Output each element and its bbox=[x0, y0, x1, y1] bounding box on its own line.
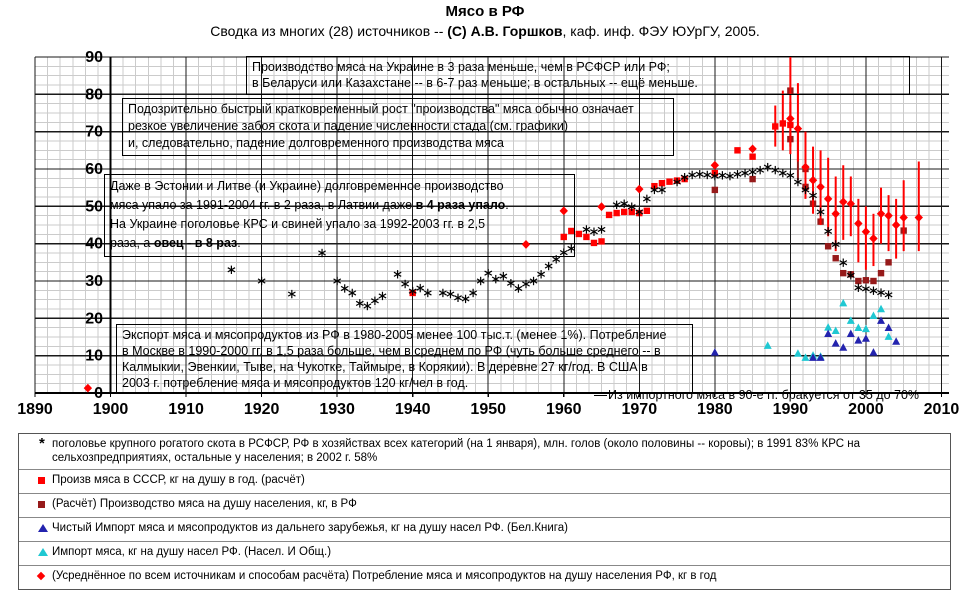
svg-text:30: 30 bbox=[85, 273, 103, 290]
svg-text:1920: 1920 bbox=[243, 401, 280, 418]
svg-text:10: 10 bbox=[85, 347, 103, 365]
legend-item-label: (Усреднённое по всем источникам и способам расчёта) Потребление мяса и мясопродуктов на душу населения РФ, кг в год bbox=[52, 570, 717, 582]
annotation-box-export-consumption bbox=[116, 324, 693, 394]
annotation-line: в Москве в 1990-2000 гг. в 1,5 раза больше, чем в среднем по РФ (чуть больше среднего -- в bbox=[122, 344, 661, 358]
annotation-text: мяса упало за 1991-2004 гг. в 2 раза, в Латвии даже bbox=[110, 198, 416, 212]
annotation-line: На Украине поголовье КРС и свиней упало за 1992-2003 гг. в 2,5 bbox=[110, 217, 486, 231]
cyan-triangle-marker-icon bbox=[38, 548, 48, 556]
legend-item-label: Произв мяса в СССР, кг на душу в год. (расчёт) bbox=[52, 474, 305, 486]
annotation-line bbox=[110, 234, 569, 253]
svg-text:2000: 2000 bbox=[848, 401, 884, 418]
annotation-line: 2003 г. потребление мяса и мясопродуктов 120 кг/чел в год. bbox=[122, 376, 469, 390]
svg-text:20: 20 bbox=[85, 310, 103, 328]
legend-item-label: Импорт мяса, кг на душу насел РФ. (Насел. И Общ.) bbox=[52, 546, 332, 558]
svg-text:60: 60 bbox=[85, 161, 103, 178]
svg-text:50: 50 bbox=[85, 198, 103, 216]
annotation-text: . bbox=[505, 198, 509, 212]
annotation-line: Производство мяса на Украине в 3 раза меньше, чем в РСФСР или РФ; bbox=[252, 60, 670, 74]
annotation-line: Экспорт мяса и мясопродуктов из РФ в 1980-2005 менее 100 тыс.т. (менее 1%). Потребление bbox=[122, 328, 667, 342]
annotation-line: Калмыкии, Эвенкии, Тыве, на Чукотке, Таймыре, в Корякии). В деревне 27 кг/год. В США в bbox=[122, 360, 648, 374]
svg-text:0: 0 bbox=[94, 385, 103, 402]
chart-legend bbox=[18, 433, 951, 590]
annotation-line bbox=[110, 196, 569, 215]
blue-triangle-marker-icon bbox=[38, 524, 48, 532]
legend-item-consumption bbox=[19, 565, 950, 589]
annotation-bold-text: овец - в 8 раз bbox=[153, 236, 238, 250]
annotation-bold-text: в 4 раза упало bbox=[415, 198, 506, 212]
annotation-box-baltics bbox=[104, 174, 575, 257]
annotation-box-ukraine-production bbox=[246, 56, 910, 95]
annotation-box-fast-growth bbox=[122, 98, 674, 156]
svg-text:70: 70 bbox=[85, 123, 103, 141]
page-title: Мясо в РФ bbox=[445, 3, 525, 20]
import-rejection-note bbox=[594, 388, 919, 402]
annotation-line: в Беларуси или Казахстане -- в 6-7 раз меньше; в остальных -- ещё меньше. bbox=[252, 76, 698, 90]
annotation-text: . bbox=[237, 236, 241, 250]
svg-text:80: 80 bbox=[85, 86, 103, 104]
page-subtitle bbox=[0, 23, 970, 39]
svg-text:1940: 1940 bbox=[394, 401, 431, 418]
svg-text:1960: 1960 bbox=[545, 401, 582, 418]
red-square-marker-icon bbox=[38, 477, 45, 484]
legend-item-ussr-production bbox=[19, 469, 950, 493]
subtitle-text: Сводка из многих (28) источников -- bbox=[210, 23, 448, 39]
annotation-line: и, следовательно, падение долговременного производства мяса bbox=[128, 136, 504, 150]
legend-item-label: поголовье крупного рогатого скота в РСФСР, РФ в хозяйствах всех категорий (на 1 января), млн. голов (около половины -- коровы); в 1991 83% КРС на сельхозпредприятиях, остальные у населения; в 2002 г. 58% bbox=[52, 438, 860, 464]
svg-text:2010: 2010 bbox=[923, 401, 960, 418]
annotation-line: резкое увеличение забоя скота и падение численности стада (см. графики) bbox=[128, 119, 568, 133]
legend-item-label: (Расчёт) Производство мяса на душу населения, кг, в РФ bbox=[52, 498, 357, 510]
svg-text:1990: 1990 bbox=[772, 401, 809, 418]
note-leader-line bbox=[594, 395, 607, 396]
svg-text:40: 40 bbox=[85, 235, 103, 253]
note-text: Из импортного мяса в 90-е гг. бракуется от 35 до 70% bbox=[608, 388, 920, 402]
subtitle-affiliation: , каф. инф. ФЭУ ЮУрГУ, 2005. bbox=[562, 23, 760, 39]
subtitle-author: (С) А.В. Горшков bbox=[447, 23, 563, 39]
darkred-square-marker-icon bbox=[38, 501, 45, 508]
legend-item-net-import bbox=[19, 517, 950, 541]
legend-item-cattle bbox=[19, 434, 950, 469]
legend-item-rf-production bbox=[19, 493, 950, 517]
svg-text:1890: 1890 bbox=[17, 401, 53, 418]
svg-text:90: 90 bbox=[85, 49, 103, 66]
series-rf-production bbox=[712, 87, 907, 284]
legend-item-label: Чистый Импорт мяса и мясопродуктов из дальнего зарубежья, кг на душу насел РФ. (Бел.Книга) bbox=[52, 522, 568, 534]
svg-text:1930: 1930 bbox=[319, 401, 355, 418]
asterisk-marker-icon: * bbox=[39, 435, 45, 452]
svg-text:1910: 1910 bbox=[168, 401, 204, 418]
svg-text:1970: 1970 bbox=[621, 401, 658, 418]
red-diamond-marker-icon bbox=[37, 572, 45, 580]
annotation-text: раза, а bbox=[110, 236, 154, 250]
svg-text:1900: 1900 bbox=[92, 401, 129, 418]
svg-text:1980: 1980 bbox=[697, 401, 733, 418]
legend-item-import bbox=[19, 541, 950, 565]
annotation-line: Подозрительно быстрый кратковременный рост "производства" мяса обычно означает bbox=[128, 102, 634, 116]
annotation-line: Даже в Эстонии и Литве (и Украине) долговременное производство bbox=[110, 179, 504, 193]
svg-text:1950: 1950 bbox=[470, 401, 507, 418]
